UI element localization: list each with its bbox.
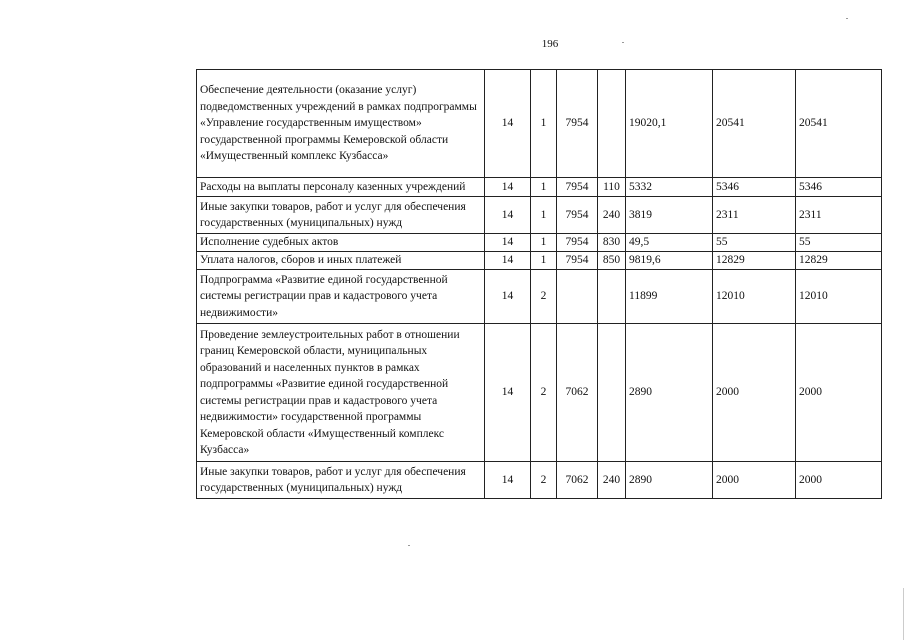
target-cell [557,270,598,324]
subsection-cell: 1 [531,178,557,197]
subsection-cell: 1 [531,252,557,270]
value-cell-2: 55 [713,234,796,252]
subsection-cell: 1 [531,70,557,178]
value-cell-2: 2000 [713,324,796,462]
row-name: Иные закупки товаров, работ и услуг для обеспечения государственных (муниципальных) нужд [197,197,485,234]
target-cell: 7954 [557,197,598,234]
table-row [197,234,882,252]
row-name: Иные закупки товаров, работ и услуг для обеспечения государственных (муниципальных) нужд [197,462,485,499]
expense-type-cell: 110 [598,178,626,197]
value-cell-1: 11899 [626,270,713,324]
subsection-cell: 2 [531,462,557,499]
row-name: Расходы на выплаты персоналу казенных учреждений [197,178,485,197]
scan-speck [622,42,624,43]
table-row [197,324,882,462]
value-cell-3: 12829 [796,252,882,270]
row-name: Исполнение судебных актов [197,234,485,252]
value-cell-1: 2890 [626,462,713,499]
section-cell: 14 [485,270,531,324]
budget-table [196,69,882,499]
scan-speck [846,18,848,19]
scan-edge-line [903,588,904,640]
value-cell-3: 55 [796,234,882,252]
row-name: Обеспечение деятельности (оказание услуг) подведомственных учреждений в рамках подпрограммы «Управление государственным имуществом» государственной программы Кемеровской области «Имущественный комплекс Кузбасса» [197,70,485,178]
table-row [197,178,882,197]
target-cell: 7062 [557,324,598,462]
value-cell-1: 2890 [626,324,713,462]
value-cell-2: 5346 [713,178,796,197]
section-cell: 14 [485,178,531,197]
table-row [197,70,882,178]
value-cell-1: 9819,6 [626,252,713,270]
budget-table-body [197,70,882,499]
section-cell: 14 [485,462,531,499]
value-cell-3: 20541 [796,70,882,178]
expense-type-cell [598,270,626,324]
table-row [197,462,882,499]
value-cell-2: 2000 [713,462,796,499]
value-cell-2: 2311 [713,197,796,234]
section-cell: 14 [485,324,531,462]
value-cell-1: 3819 [626,197,713,234]
expense-type-cell [598,70,626,178]
expense-type-cell: 240 [598,462,626,499]
value-cell-3: 2311 [796,197,882,234]
target-cell: 7062 [557,462,598,499]
subsection-cell: 2 [531,270,557,324]
expense-type-cell: 240 [598,197,626,234]
scan-speck [408,545,410,546]
target-cell: 7954 [557,70,598,178]
value-cell-2: 12829 [713,252,796,270]
subsection-cell: 2 [531,324,557,462]
subsection-cell: 1 [531,234,557,252]
target-cell: 7954 [557,252,598,270]
subsection-cell: 1 [531,197,557,234]
table-row [197,270,882,324]
section-cell: 14 [485,70,531,178]
row-name: Проведение землеустроительных работ в отношении границ Кемеровской области, муниципальных образований и населенных пунктов в рамках подпрограммы «Развитие единой государственной системы регистрации прав и кадастрового учета недвижимости» государственной программы Кемеровской области «Имущественный комплекс Кузбасса» [197,324,485,462]
value-cell-3: 12010 [796,270,882,324]
section-cell: 14 [485,252,531,270]
section-cell: 14 [485,234,531,252]
table-row [197,252,882,270]
table-row [197,197,882,234]
expense-type-cell [598,324,626,462]
value-cell-3: 2000 [796,462,882,499]
target-cell: 7954 [557,178,598,197]
page-number: 196 [541,38,559,50]
row-name: Уплата налогов, сборов и иных платежей [197,252,485,270]
target-cell: 7954 [557,234,598,252]
value-cell-1: 49,5 [626,234,713,252]
value-cell-1: 5332 [626,178,713,197]
value-cell-3: 2000 [796,324,882,462]
value-cell-2: 12010 [713,270,796,324]
row-name: Подпрограмма «Развитие единой государственной системы регистрации прав и кадастрового учета недвижимости» [197,270,485,324]
expense-type-cell: 850 [598,252,626,270]
value-cell-2: 20541 [713,70,796,178]
section-cell: 14 [485,197,531,234]
value-cell-3: 5346 [796,178,882,197]
value-cell-1: 19020,1 [626,70,713,178]
expense-type-cell: 830 [598,234,626,252]
